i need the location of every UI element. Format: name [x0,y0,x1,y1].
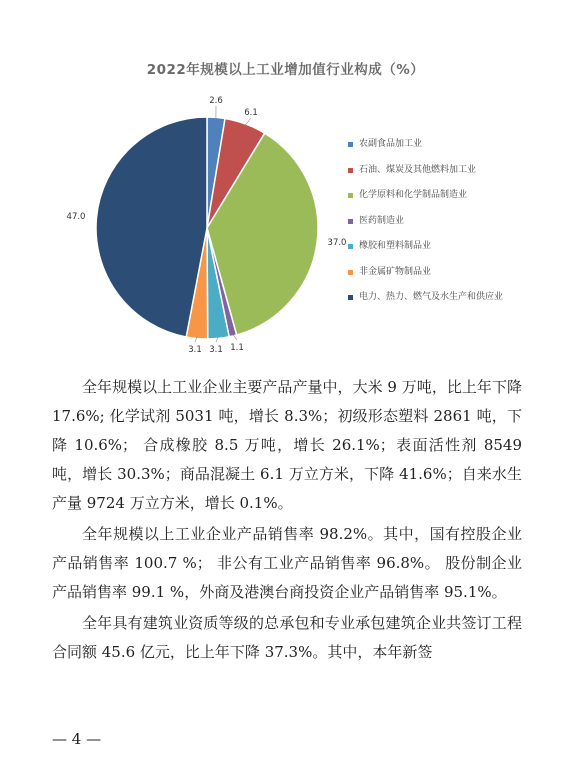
legend-label: 非金属矿物制品业 [359,266,432,277]
slice-data-label: 6.1 [244,108,258,118]
slice-data-label: 3.1 [188,345,202,355]
legend-swatch [348,244,353,249]
legend-swatch [348,295,353,300]
legend-swatch [348,270,353,275]
slice-data-label: 3.1 [209,345,223,355]
chart-legend [348,138,523,317]
legend-label: 电力、热力、燃气及水生产和供应业 [359,292,504,302]
legend-item [348,138,523,164]
paragraph-construction: 全年具有建筑业资质等级的总承包和专业承包建筑企业共签订工程合同额 45.6 亿元，比上年下降 37.3%。其中，本年新签 [52,614,522,661]
slice-data-label: 1.1 [230,343,244,353]
legend-item [348,266,523,292]
chart-title: 2022年规模以上工业增加值行业构成（%） [146,62,425,78]
slice-data-label: 2.6 [209,96,223,106]
page-number: — 4 — [52,730,102,748]
paragraph-product-output: 全年规模以上工业企业主要产品产量中，大米 9 万吨，比上年下降 17.6%; 化学试剂 5031 吨，增长 8.3%；初级形态塑料 2861 吨，下降 10.6%； 合成橡胶 8.5 万吨，增长 26.1%；表面活性剂 8549 吨，增长 30.3%；商品混凝土 6.1 万立方米，下降 41.6%；自来水生产量 9724 万立方米，增长 0.1%。 [52,378,522,512]
pie-slice [96,117,207,337]
legend-swatch [348,168,353,173]
body-text [52,373,522,669]
legend-item [348,291,523,317]
legend-item [348,240,523,266]
legend-label: 医药制造业 [359,215,405,226]
paragraph-sales-rate: 全年规模以上工业企业产品销售率 98.2%。其中，国有控股企业产品销售率 100.7 %； 非公有工业产品销售率 96.8%。 股份制企业产品销售率 99.1 %，外商及港澳台商投资企业产品销售率 95.1%。 [52,525,522,601]
legend-label: 橡胶和塑料制品业 [359,241,432,251]
legend-item [348,215,523,241]
legend-item [348,189,523,215]
slice-data-label: 37.0 [327,238,347,248]
legend-swatch [348,219,353,224]
legend-label: 石油、煤炭及其他燃料加工业 [359,164,477,175]
slice-data-label: 47.0 [66,212,86,222]
legend-swatch [348,142,353,147]
legend-item [348,164,523,190]
legend-label: 化学原料和化学制品制造业 [359,190,468,200]
legend-swatch [348,193,353,198]
legend-label: 农副食品加工业 [359,139,423,149]
